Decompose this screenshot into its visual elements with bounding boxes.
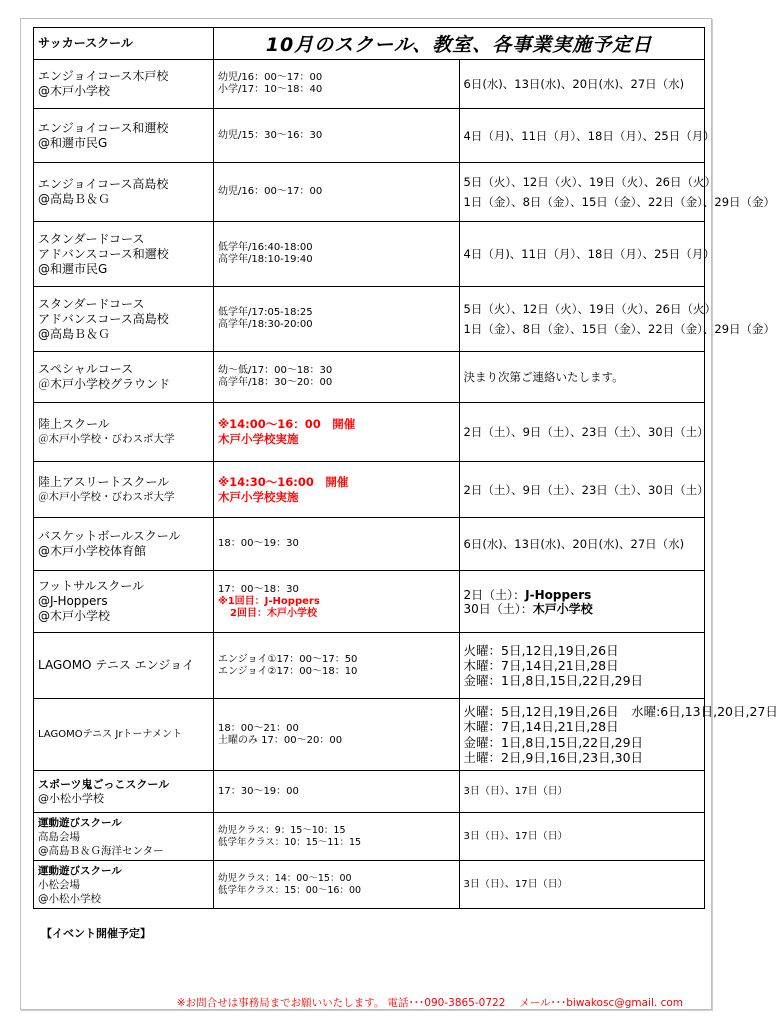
time-line: 幼児/15：30～16：30 — [218, 129, 323, 141]
dates-line: 決まり次第ご連絡いたします。 — [463, 370, 624, 384]
dates-cell — [459, 518, 705, 571]
dates-line: 金曜：1日,8日,15日,22日,29日 — [463, 673, 644, 688]
table-row — [34, 861, 705, 909]
course-cell — [34, 633, 214, 699]
time-cell — [214, 222, 460, 287]
table-row — [34, 109, 705, 163]
time-cell — [214, 699, 460, 771]
document-page — [20, 18, 778, 1010]
time-cell — [214, 352, 460, 403]
time-line: 18：00～21：00 — [218, 722, 299, 734]
time-line: 17：00～18：30 — [218, 583, 299, 595]
dates-line: 4日（月)、11日（月）、18日（月）、25日（月） — [463, 247, 715, 261]
course-venue: @木戸小学校 — [38, 609, 111, 623]
course-cell — [34, 813, 214, 861]
dates-line: 3日（日）、17日（日） — [463, 785, 568, 797]
dates-cell — [459, 403, 709, 462]
table-row — [34, 163, 705, 222]
dates-cell — [459, 771, 705, 813]
course-cell — [34, 352, 214, 403]
table-header-row — [34, 28, 705, 60]
course-name: スタンダードコース — [38, 231, 145, 246]
table-row — [34, 571, 705, 633]
table-row — [34, 462, 705, 518]
time-cell — [214, 633, 460, 699]
course-venue: @J-Hoppers — [38, 594, 108, 608]
course-venue: @小松小学校 — [38, 791, 104, 805]
dates-line: 金曜：1日,8日,15日,22日,29日 — [463, 734, 644, 750]
course-name: LAGOMOテニス Jrトーナメント — [38, 729, 183, 740]
course-venue: ＠木戸小学校・びわスポ大学 — [38, 490, 175, 503]
dates-line: 3日（日）、17日（日） — [463, 878, 568, 890]
course-cell — [34, 771, 214, 813]
time-cell — [214, 403, 460, 462]
course-venue: ＠木戸小学校・びわスポ大学 — [38, 433, 175, 445]
dates-line: 2日（土）、9日（土）、23日（土）、30日（土） — [463, 482, 709, 497]
dates-cell — [459, 813, 705, 861]
course-name: 陸上スクール — [38, 417, 110, 431]
course-venue: @高島Ｂ＆Ｇ — [38, 326, 111, 341]
time-line: 低学年クラス：15：00～16：00 — [218, 884, 362, 896]
time-cell — [214, 518, 460, 571]
course-cell — [34, 571, 214, 633]
time-notice: 木戸小学校実施 — [218, 489, 299, 504]
time-line: 高学年/18:10-19:40 — [218, 254, 313, 265]
time-cell — [214, 287, 460, 352]
dates-line: 火曜：5日,12日,19日,26日 — [463, 643, 619, 658]
dates-cell — [459, 222, 715, 287]
time-cell — [214, 771, 460, 813]
time-line: 高学年/18：30～20：00 — [218, 377, 333, 388]
dates-cell — [459, 352, 705, 403]
dates-cell — [459, 633, 705, 699]
course-cell — [34, 109, 214, 163]
time-line: 17：30～19：00 — [218, 785, 299, 797]
course-name: エンジョイコース木戸校 — [38, 69, 169, 83]
table-row — [34, 60, 705, 109]
time-line: 土曜のみ 17：00～20：00 — [218, 734, 343, 746]
time-cell — [214, 571, 460, 633]
time-line: 低学年/17:05-18:25 — [218, 307, 313, 318]
table-row — [34, 699, 705, 771]
time-line: エンジョイ②17：00～18：10 — [218, 665, 358, 677]
course-name: フットサルスクール — [38, 579, 144, 593]
course-cell — [34, 861, 214, 909]
dates-line: 30日（土）：木戸小学校 — [463, 601, 593, 616]
dates-line: 木曜：7日,14日,21日,28日 — [463, 719, 619, 734]
schedule-table — [33, 27, 778, 909]
time-line: 低学年クラス：10：15～11：15 — [218, 836, 362, 848]
time-notice: ※14:00～16：00 開催 — [218, 417, 356, 431]
time-cell — [214, 813, 460, 861]
dates-line: 5日（火）、12日（火）、19日（火）、26日（火） — [463, 175, 716, 189]
dates-line: 6日(水)、13日(水)、20日(水)、27日（水) — [463, 537, 685, 551]
course-venue: @和邇市民G — [38, 261, 108, 276]
course-name: アドバンスコース高島校 — [38, 311, 169, 326]
time-notice: ※14:30～16:00 開催 — [218, 474, 349, 489]
time-line: 18：00～19：30 — [218, 538, 299, 549]
time-cell — [214, 462, 460, 518]
dates-cell — [459, 462, 709, 518]
table-row — [34, 813, 705, 861]
time-line: 幼児クラス：14：00～15：00 — [218, 872, 352, 884]
time-line: 幼児/16：00～17：00 — [218, 72, 323, 83]
table-row — [34, 352, 705, 403]
course-cell — [34, 403, 214, 462]
table-row — [34, 222, 705, 287]
contact-footer: ※お問合せは事務局までお願いいたします。 電話･･･090-3865-0722 メール･･･biwakosc@gmail. com — [176, 997, 683, 1009]
course-cell — [34, 163, 214, 222]
course-name: 運動遊びスクール — [38, 864, 122, 877]
course-venue: @高島Ｂ＆Ｇ海洋センター — [38, 844, 164, 857]
time-cell — [214, 109, 460, 163]
dates-line: 1日（金）、8日（金）、15日（金）、22日（金）、29日（金） — [463, 322, 776, 336]
table-row — [34, 518, 705, 571]
time-cell — [214, 60, 460, 109]
course-name: エンジョイコース高島校 — [38, 177, 169, 191]
course-venue: 高島会場 — [38, 830, 80, 843]
time-line: 高学年/18:30-20:00 — [218, 319, 313, 330]
course-name: バスケットボールスクール — [38, 529, 181, 543]
dates-cell — [459, 861, 705, 909]
course-name: スポーツ鬼ごっこスクール — [38, 777, 170, 791]
time-line: 小学/17：10～18：40 — [218, 84, 323, 95]
course-venue: @高島Ｂ＆Ｇ — [38, 192, 111, 206]
dates-line: 4日（月)、11日（月）、18日（月）、25日（月） — [463, 128, 715, 143]
course-cell — [34, 287, 214, 352]
course-cell — [34, 60, 214, 109]
course-name: スペシャルコース — [38, 362, 134, 376]
table-row — [34, 771, 705, 813]
dates-cell — [459, 571, 705, 633]
time-line: 幼～低/17：00～18：30 — [218, 365, 333, 376]
course-name: エンジョイコース和邇校 — [38, 120, 169, 135]
time-line: エンジョイ①17：00～17：50 — [218, 653, 358, 665]
time-cell — [214, 861, 460, 909]
course-name: スタンダードコース — [38, 296, 145, 311]
time-notice: 2回目：木戸小学校 — [230, 607, 317, 619]
course-cell — [34, 518, 214, 571]
course-name: 陸上アスリートスクール — [38, 474, 170, 489]
course-venue: @木戸小学校体育館 — [38, 544, 147, 558]
course-cell — [34, 699, 214, 771]
course-cell — [34, 222, 214, 287]
course-name: アドバンスコース和邇校 — [38, 246, 169, 261]
dates-cell — [459, 109, 715, 163]
table-row — [34, 403, 705, 462]
dates-line: 2日（土）、9日（土）、23日（土）、30日（土） — [463, 425, 709, 439]
course-venue: 小松会場 — [38, 878, 80, 891]
course-name: 運動遊びスクール — [38, 816, 122, 829]
time-notice: ※1回目：J-Hoppers — [218, 595, 320, 607]
dates-line: 5日（火）、12日（火）、19日（火）、26日（火） — [463, 302, 716, 316]
time-cell — [214, 163, 460, 222]
time-line: 低学年/16:40-18:00 — [218, 242, 313, 253]
course-name: LAGOMO テニス エンジョイ — [38, 658, 195, 672]
dates-line: 3日（日）、17日（日） — [463, 830, 568, 842]
dates-cell — [459, 287, 776, 352]
dates-line: 火曜：5日,12日,19日,26日 水曜:6日,13日,20日,27日 — [463, 703, 778, 719]
dates-cell — [459, 699, 778, 771]
table-row — [34, 287, 705, 352]
org-label: サッカースクール — [34, 28, 214, 60]
course-venue: @木戸小学校 — [38, 84, 111, 98]
dates-line: 6日(水)、13日(水)、20日(水)、27日（水) — [463, 77, 685, 91]
page-title: 10月のスクール、教室、各事業実施予定日 — [214, 28, 705, 60]
course-cell — [34, 462, 214, 518]
table-row — [34, 633, 705, 699]
dates-line: 木曜：7日,14日,21日,28日 — [463, 658, 619, 673]
dates-line: 2日（土）：J-Hoppers — [463, 587, 592, 602]
dates-line: 1日（金）、8日（金）、15日（金）、22日（金）、29日（金） — [463, 195, 776, 209]
event-heading: 【イベント開催予定】 — [41, 927, 151, 940]
time-line: 幼児/16：00～17：00 — [218, 186, 323, 197]
course-venue: @和邇市民G — [38, 135, 108, 150]
time-line: 幼児クラス：9：15～10：15 — [218, 824, 346, 836]
time-notice: 木戸小学校実施 — [218, 432, 299, 446]
dates-cell — [459, 60, 705, 109]
course-venue: ＠木戸小学校グラウンド — [38, 377, 171, 391]
dates-line: 土曜：2日,9日,16日,23日,30日 — [463, 750, 644, 765]
dates-cell — [459, 163, 776, 222]
course-venue: @小松小学校 — [38, 892, 101, 905]
